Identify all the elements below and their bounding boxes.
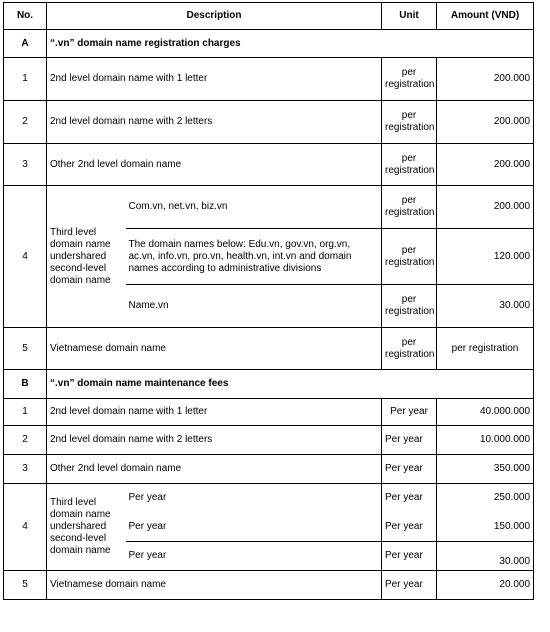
section-b-label: B	[4, 370, 47, 399]
row-no: 2	[4, 101, 47, 144]
row-amount: 40.000.000	[437, 399, 534, 426]
row-unit: per registration	[382, 144, 437, 186]
row-unit: Per year	[382, 542, 437, 571]
row-amount: 10.000.000	[437, 426, 534, 455]
table-row	[4, 328, 534, 370]
section-a-title: “.vn” domain name registration charges	[47, 30, 534, 58]
table-header-row	[4, 3, 534, 30]
table-row	[4, 455, 534, 484]
table-row	[4, 426, 534, 455]
row-sub-description: The domain names below: Edu.vn, gov.vn, org.vn, ac.vn, info.vn, pro.vn, health.vn, int.vn and domain names according to administrative divisions	[126, 229, 382, 285]
row-sub-description: Per year	[126, 542, 382, 571]
row-unit: Per year	[382, 399, 437, 426]
row-description: Vietnamese domain name	[47, 328, 382, 370]
row-description: Other 2nd level domain name	[47, 144, 382, 186]
row-amount: 200.000	[437, 101, 534, 144]
row-no: 5	[4, 571, 47, 600]
row-unit: Per year	[382, 513, 437, 542]
row-no: 3	[4, 455, 47, 484]
row-description: Other 2nd level domain name	[47, 455, 382, 484]
row-description: 2nd level domain name with 1 letter	[47, 399, 382, 426]
row-no: 1	[4, 58, 47, 101]
header-description: Description	[47, 3, 382, 30]
table-row	[4, 571, 534, 600]
row-amount: 200.000	[437, 144, 534, 186]
row-unit: per registration	[382, 58, 437, 101]
row-sub-description: Per year	[126, 484, 382, 513]
row-no: 3	[4, 144, 47, 186]
section-b-header-row	[4, 370, 534, 399]
table-row	[4, 399, 534, 426]
header-unit: Unit	[382, 3, 437, 30]
section-b-title: “.vn” domain name maintenance fees	[47, 370, 534, 399]
row-description: 2nd level domain name with 2 letters	[47, 426, 382, 455]
table-row	[4, 186, 534, 229]
row-amount: 200.000	[437, 58, 534, 101]
row-description: 2nd level domain name with 1 letter	[47, 58, 382, 101]
row-no: 2	[4, 426, 47, 455]
row-unit: per registration	[382, 186, 437, 229]
row-amount: 120.000	[437, 229, 534, 285]
row-amount: 350.000	[437, 455, 534, 484]
row-sub-description: Per year	[126, 513, 382, 542]
row-group-label: Third level domain name undershared second-level domain name	[47, 484, 126, 571]
row-unit: per registration	[382, 229, 437, 285]
row-amount: 250.000	[437, 484, 534, 513]
row-unit: Per year	[382, 484, 437, 513]
row-amount: 200.000	[437, 186, 534, 229]
section-a-label: A	[4, 30, 47, 58]
row-amount: 30.000	[437, 542, 534, 571]
row-unit: Per year	[382, 571, 437, 600]
row-unit: Per year	[382, 455, 437, 484]
row-amount: 30.000	[437, 285, 534, 328]
row-no: 4	[4, 484, 47, 571]
table-row	[4, 58, 534, 101]
row-no: 4	[4, 186, 47, 328]
row-unit: per registration	[382, 328, 437, 370]
row-description: 2nd level domain name with 2 letters	[47, 101, 382, 144]
section-a-header-row	[4, 30, 534, 58]
row-no: 1	[4, 399, 47, 426]
table-row	[4, 101, 534, 144]
fee-table	[3, 2, 534, 600]
row-amount: 150.000	[437, 513, 534, 542]
row-description: Vietnamese domain name	[47, 571, 382, 600]
row-no: 5	[4, 328, 47, 370]
row-group-label: Third level domain name undershared second-level domain name	[47, 186, 126, 328]
row-unit: Per year	[382, 426, 437, 455]
row-unit: per registration	[382, 285, 437, 328]
header-amount: Amount (VND)	[437, 3, 534, 30]
row-sub-description: Name.vn	[126, 285, 382, 328]
header-no: No.	[4, 3, 47, 30]
row-unit: per registration	[382, 101, 437, 144]
table-row	[4, 484, 534, 513]
row-sub-description: Com.vn, net.vn, biz.vn	[126, 186, 382, 229]
table-row	[4, 144, 534, 186]
row-amount: 20.000	[437, 571, 534, 600]
row-amount: per registration	[437, 328, 534, 370]
